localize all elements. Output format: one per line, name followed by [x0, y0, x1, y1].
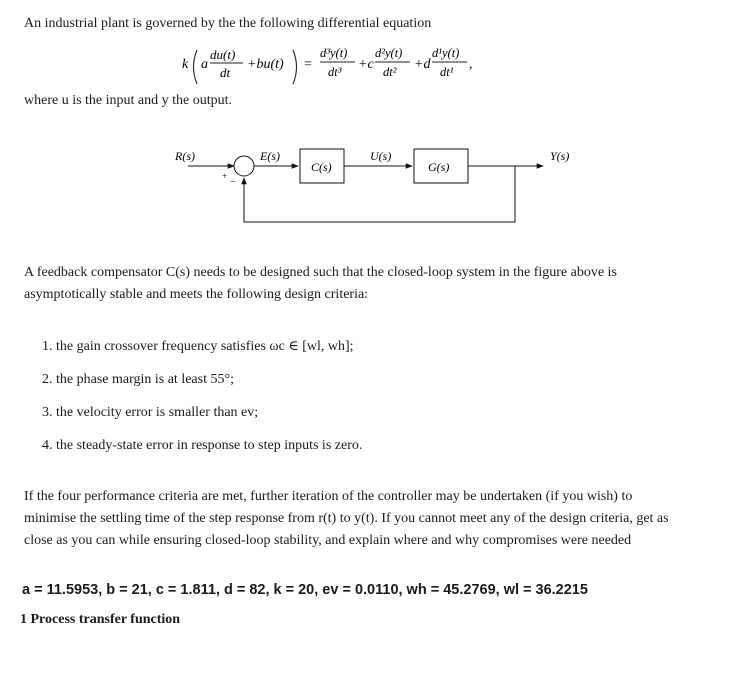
eq-a: a: [201, 57, 208, 72]
parameters-line: a = 11.5953, b = 21, c = 1.811, d = 82, k = 20, ev = 0.0110, wh = 45.2769, wl = 36.2215: [22, 582, 588, 598]
label-r: R(s): [175, 149, 195, 163]
eq-d1y: d¹y(t): [432, 46, 460, 60]
label-u: U(s): [370, 149, 392, 163]
eq-bu: +bu(t): [247, 57, 284, 72]
label-e: E(s): [260, 149, 280, 163]
summing-junction: [234, 156, 254, 176]
svg-text:=: =: [304, 57, 312, 72]
eq-d3y: d³y(t): [320, 46, 348, 60]
eq-plus-d: +d: [414, 57, 431, 72]
criteria-item-4: 4. the steady-state error in response to step inputs is zero.: [42, 438, 363, 453]
eq-dt2: dt²: [383, 65, 397, 79]
eq-du: du(t): [210, 47, 236, 62]
intro-text: An industrial plant is governed by the the following differential equation: [24, 16, 432, 31]
label-y: Y(s): [550, 149, 570, 163]
svg-text:,: ,: [469, 57, 473, 72]
eq-d2y: d²y(t): [375, 46, 403, 60]
differential-equation: [170, 40, 500, 86]
criteria-item-3: 3. the velocity error is smaller than ev;: [42, 405, 259, 420]
eq-dt: dt: [220, 65, 231, 80]
problem-text: A feedback compensator C(s) needs to be designed such that the closed-loop system in the figure above is asymptotically stable and meets the following design criteria:: [24, 265, 617, 302]
eq-k: k: [182, 57, 189, 72]
criteria-item-1: 1. the gain crossover frequency satisfies ωc ∈ [wl, wh];: [42, 339, 354, 354]
where-text: where u is the input and y the output.: [24, 93, 233, 108]
label-c: C(s): [311, 160, 332, 174]
eq-plus-c: +c: [358, 57, 374, 72]
plus-sign: +: [222, 171, 228, 181]
minus-sign: −: [230, 177, 236, 188]
label-g: G(s): [428, 160, 450, 174]
block-diagram: [170, 140, 590, 240]
followup-text: If the four performance criteria are met, further iteration of the controller may be undertaken (if you wish) to minimise the settling time of the step response from r(t) to y(t). If you cannot meet any of the design criteria, get as close as you can while ensuring closed-loop stability, and explain where and why compromises were needed: [24, 489, 669, 548]
eq-dt1: dt¹: [440, 65, 454, 79]
eq-dt3: dt³: [328, 65, 342, 79]
section-heading: 1 Process transfer function: [20, 612, 181, 627]
criteria-item-2: 2. the phase margin is at least 55°;: [42, 372, 234, 387]
